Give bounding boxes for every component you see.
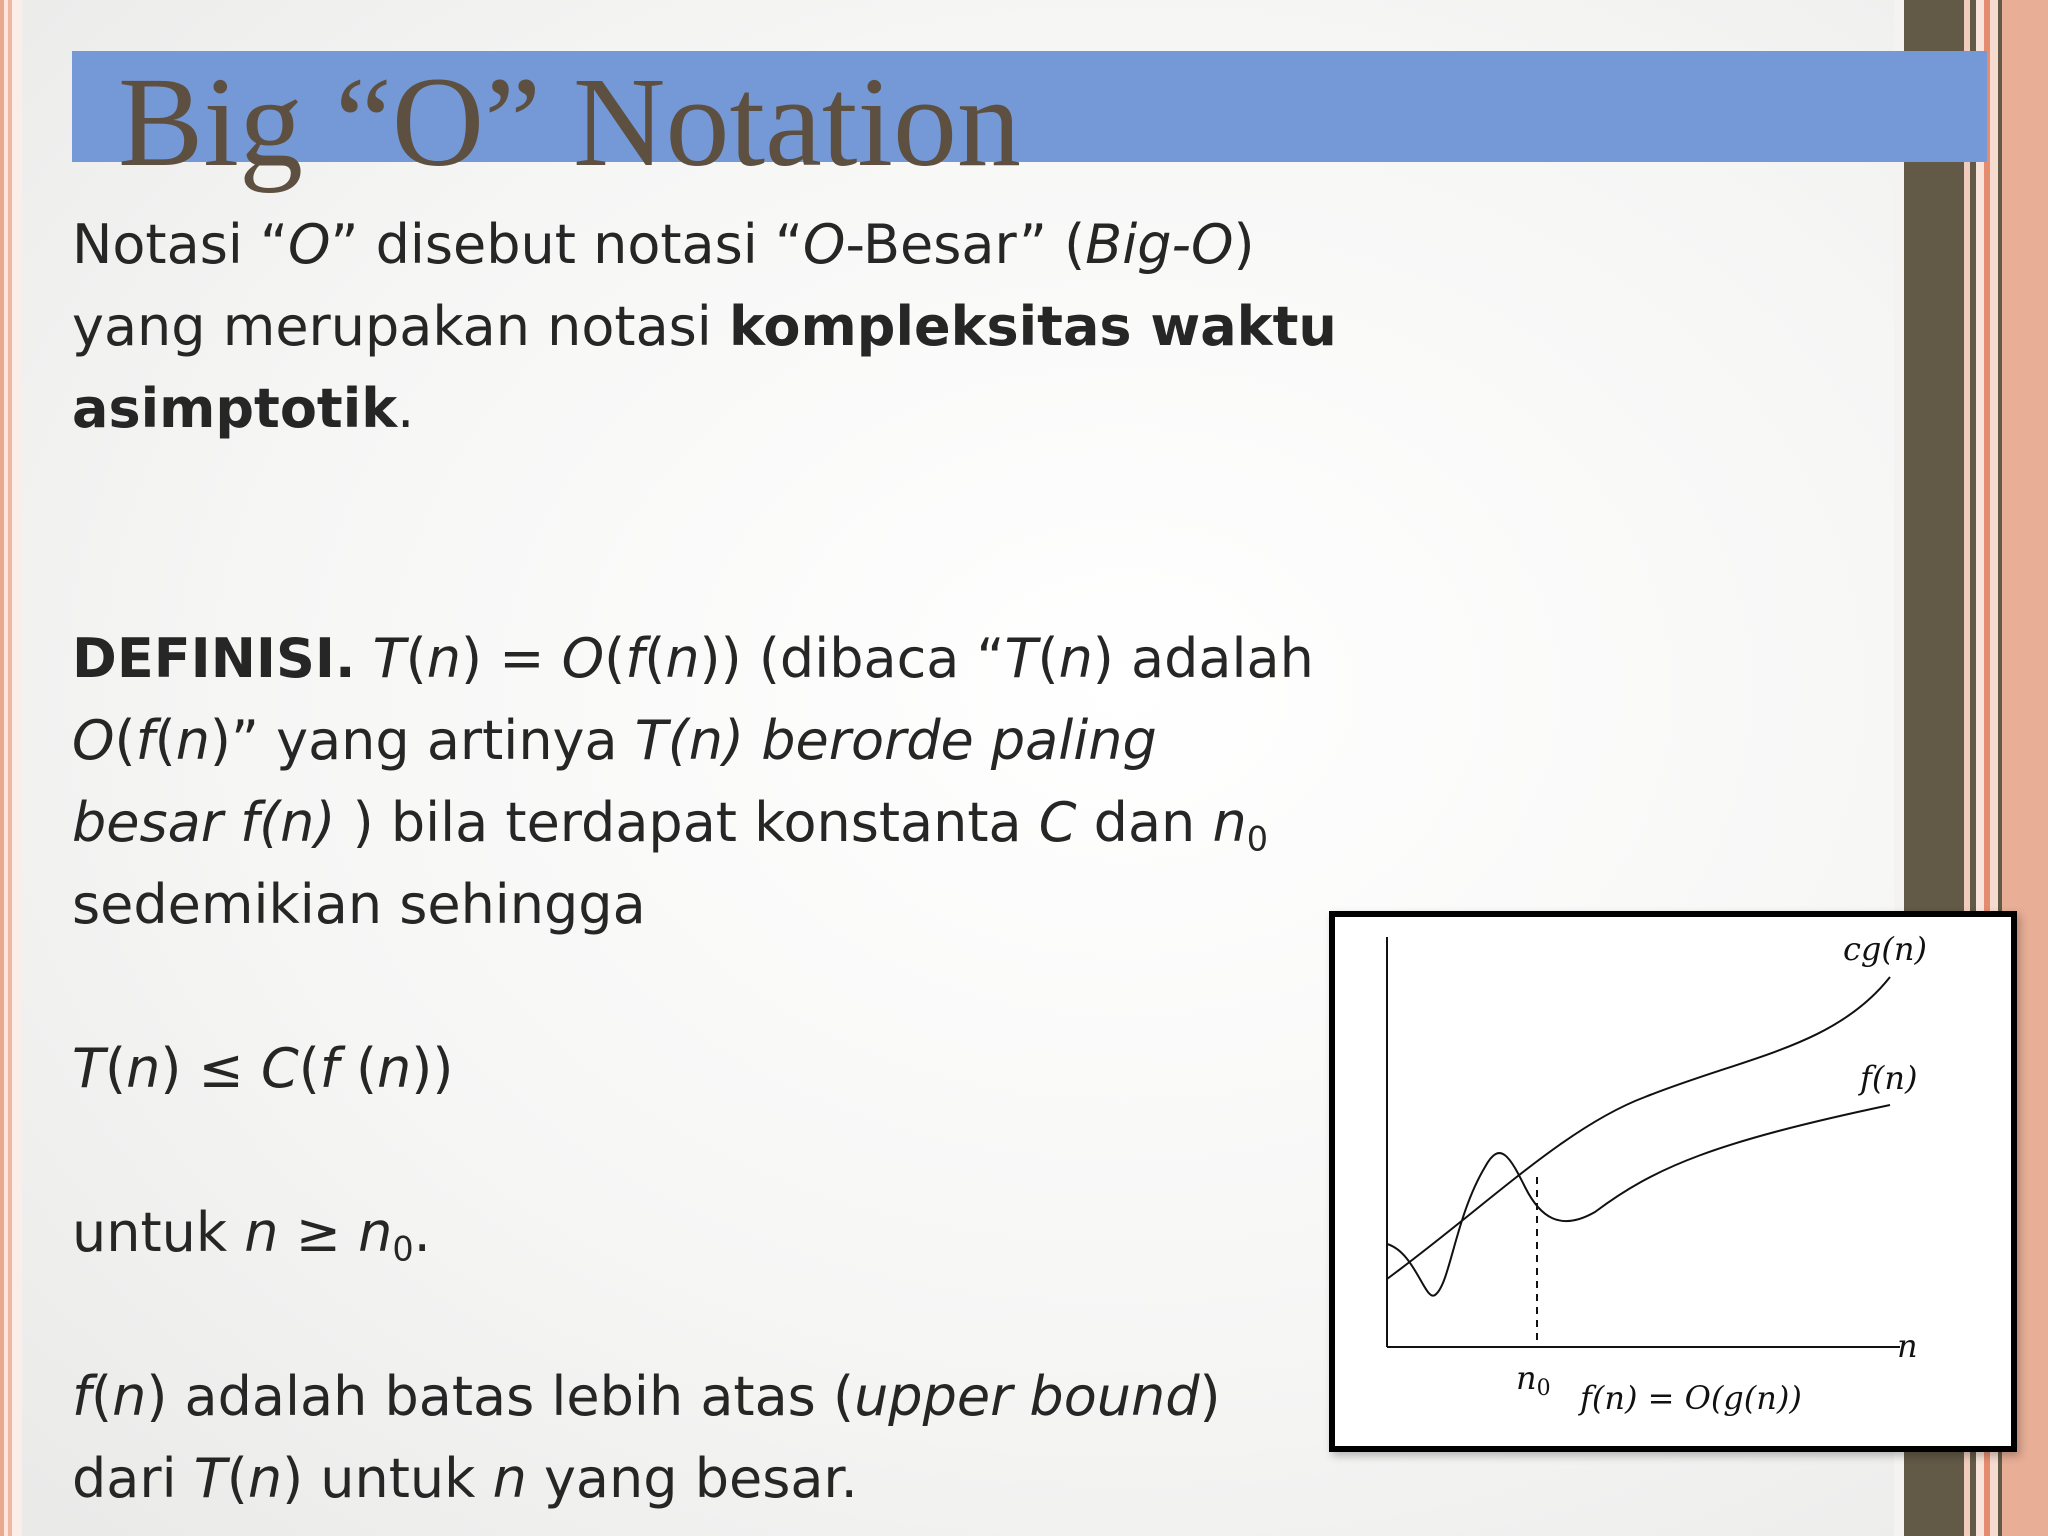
condition-line: untuk $n \ge n_0$. (72, 1201, 431, 1269)
big-o-graph (1335, 917, 2011, 1446)
n-axis-label: n (1897, 1327, 1918, 1365)
intro-line-2: yang merupakan notasi kompleksitas waktu (72, 295, 1337, 358)
definition-label: DEFINISI. (72, 627, 356, 690)
definition-line-2: O(f(n)” yang artinya T(n) berorde paling (72, 709, 1157, 772)
intro-line-1: Notasi “O” disebut notasi “O-Besar” (Big-O) (72, 213, 1255, 276)
intro-paragraph (72, 204, 1337, 450)
cg-label: cg(n) (1843, 930, 1927, 968)
n0-label: n0 (1516, 1359, 1551, 1401)
definition-paragraph (72, 618, 1314, 946)
intro-line-3: asimptotik. (72, 377, 415, 440)
upper-bound-line-1: f(n) adalah batas lebih atas (upper bound) (72, 1365, 1221, 1428)
slide-title: Big “O” Notation (118, 51, 1021, 193)
f-curve (1387, 1105, 1890, 1296)
definition-line-1: DEFINISI. T(n) = O(f(n)) (dibaca “T(n) adalah (72, 627, 1314, 690)
upper-bound-paragraph (72, 1356, 1221, 1520)
definition-line-4: sedemikian sehingga (72, 873, 646, 936)
big-o-graph-figure (1329, 911, 2017, 1452)
figure-caption: f(n) = O(g(n)) (1580, 1379, 1802, 1417)
f-label: f(n) (1860, 1059, 1918, 1097)
definition-line-3: besar f(n) ) bila terdapat konstanta C dan $n_0$ (72, 791, 1268, 859)
left-decorative-stripe (0, 0, 22, 1536)
upper-bound-line-2: dari T(n) untuk n yang besar. (72, 1447, 858, 1510)
cg-curve (1387, 977, 1890, 1279)
inequality-line: T(n) ≤ C(f (n)) (72, 1037, 454, 1100)
